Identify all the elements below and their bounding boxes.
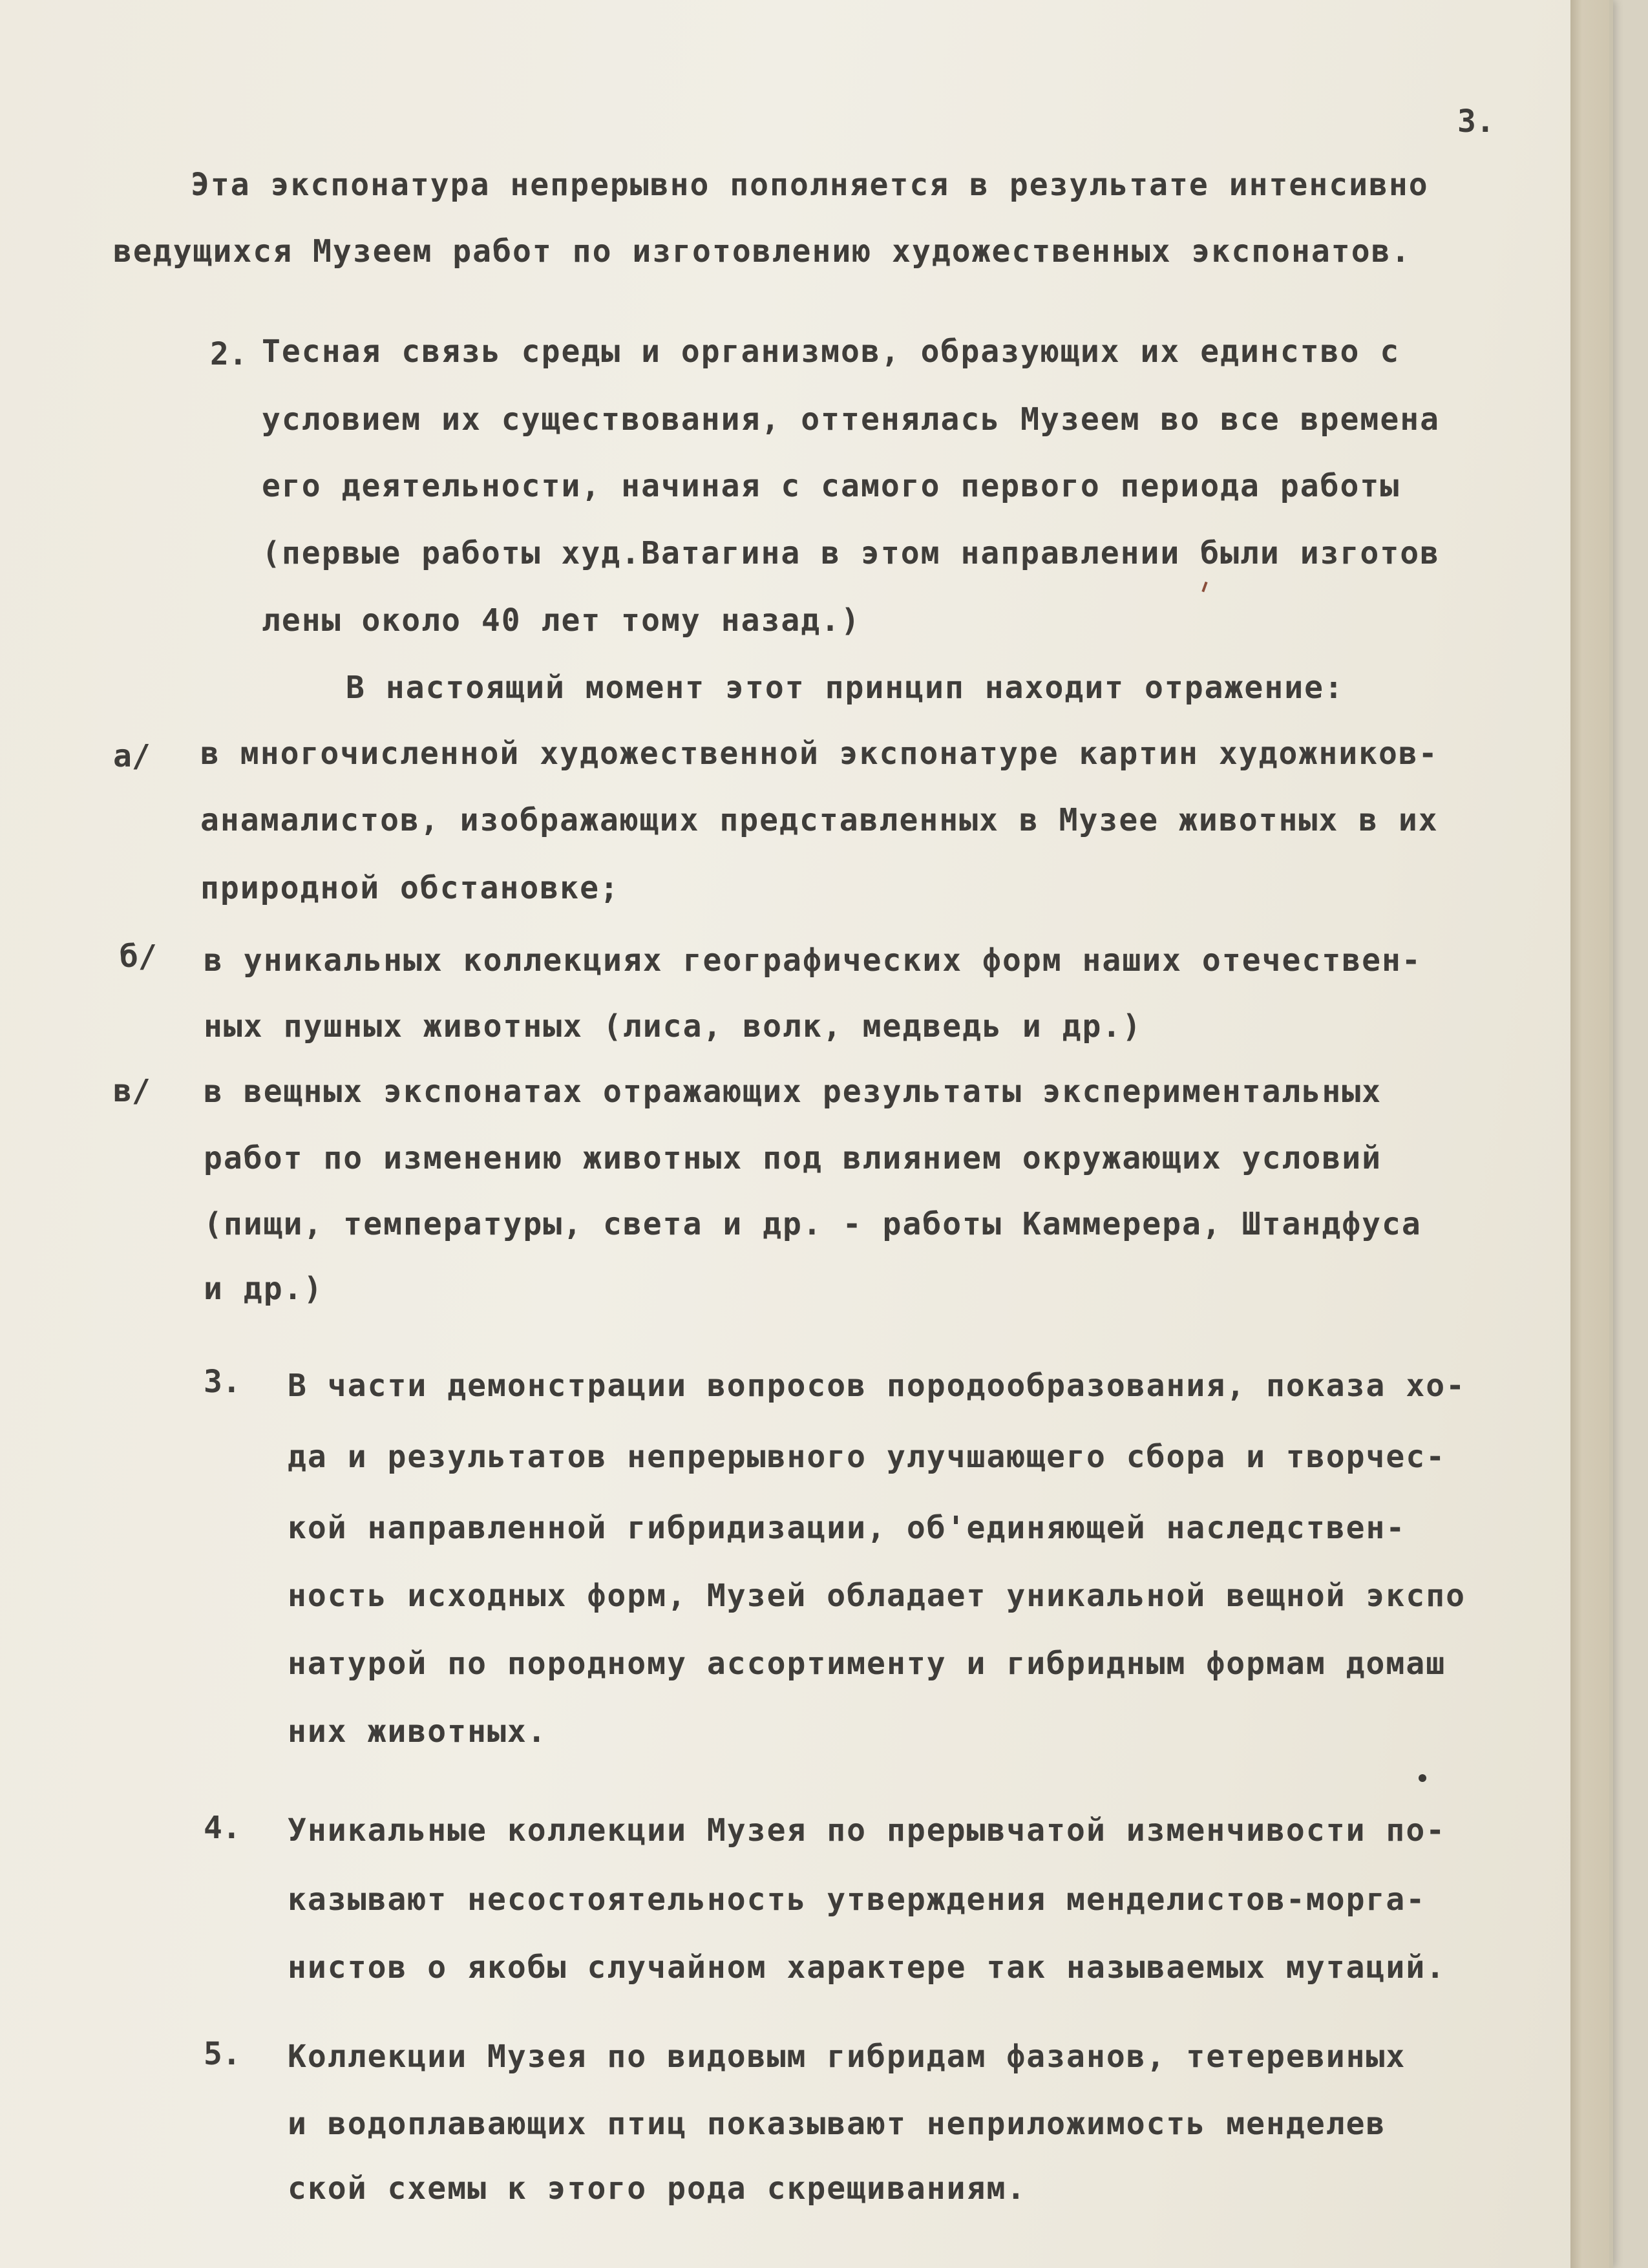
page-number: 3. xyxy=(1457,103,1495,140)
item2-line: Тесная связь среды и организмов, образующих их единство с xyxy=(262,334,1400,370)
item3-line: ность исходных форм, Музей обладает уникальной вещной экспо xyxy=(288,1578,1466,1614)
pen-mark xyxy=(1201,582,1207,592)
ink-dot xyxy=(1419,1774,1426,1782)
item2-marker: 2. xyxy=(210,336,248,372)
subitem-a-line: природной обстановке; xyxy=(200,870,620,906)
item2-line: его деятельности, начиная с самого первого периода работы xyxy=(262,468,1400,504)
item2-lead: В настоящий момент этот принцип находит отражение: xyxy=(346,670,1344,706)
subitem-v-line: и др.) xyxy=(204,1271,324,1307)
item2-line: (первые работы худ.Ватагина в этом направлении были изготов xyxy=(262,535,1441,571)
item5-marker: 5. xyxy=(204,2036,241,2072)
item5-line: ской схемы к этого рода скрещиваниям. xyxy=(288,2170,1027,2207)
subitem-v-line: (пищи, температуры, света и др. - работы Каммерера, Штандфуса xyxy=(204,1206,1422,1242)
paper-edge xyxy=(1570,0,1609,2268)
item3-marker: 3. xyxy=(204,1364,241,1400)
item5-line: и водоплавающих птиц показывают неприложимость менделев xyxy=(288,2106,1386,2142)
item3-line: да и результатов непрерывного улучшающего сбора и творчес- xyxy=(288,1439,1446,1475)
item2-line: лены около 40 лет тому назад.) xyxy=(262,602,861,639)
subitem-a-line: анамалистов, изображающих представленных в Музее животных в их xyxy=(200,802,1439,838)
item3-line: В части демонстрации вопросов породообразования, показа хо- xyxy=(288,1368,1466,1404)
item4-line: казывают несостоятельность утверждения менделистов-морга- xyxy=(288,1881,1426,1918)
subitem-v-marker: в/ xyxy=(113,1073,151,1109)
item5-line: Коллекции Музея по видовым гибридам фазанов, тетеревиных xyxy=(288,2039,1406,2075)
subitem-b-marker: б/ xyxy=(120,938,157,975)
subitem-v-line: в вещных экспонатах отражающих результаты экспериментальных xyxy=(204,1074,1382,1110)
intro-line: Эта экспонатура непрерывно пополняется в результате интенсивно xyxy=(191,167,1429,203)
item2-line: условием их существования, оттенялась Музеем во все времена xyxy=(262,401,1441,438)
item4-line: нистов о якобы случайном характере так называемых мутаций. xyxy=(288,1949,1446,1986)
intro-line: ведущихся Музеем работ по изготовлению художественных экспонатов. xyxy=(113,233,1411,270)
subitem-a-marker: а/ xyxy=(113,738,151,774)
subitem-b-line: ных пушных животных (лиса, волк, медведь и др.) xyxy=(204,1008,1143,1044)
item3-line: натурой по породному ассортименту и гибридным формам домаш xyxy=(288,1646,1446,1682)
subitem-b-line: в уникальных коллекциях географических форм наших отечествен- xyxy=(204,942,1422,979)
subitem-v-line: работ по изменению животных под влиянием окружающих условий xyxy=(204,1140,1382,1176)
item4-marker: 4. xyxy=(204,1810,241,1846)
subitem-a-line: в многочисленной художественной экспонатуре картин художников- xyxy=(200,736,1439,772)
item3-line: них животных. xyxy=(288,1713,547,1750)
item4-line: Уникальные коллекции Музея по прерывчатой изменчивости по- xyxy=(288,1812,1446,1849)
item3-line: кой направленной гибридизации, об'единяющей наследствен- xyxy=(288,1510,1406,1546)
